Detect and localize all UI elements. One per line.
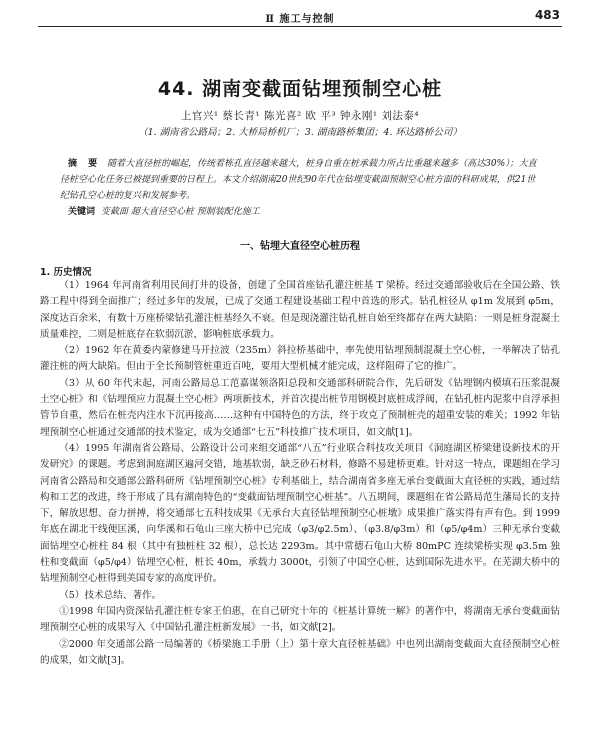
page-number: 483 <box>534 8 560 22</box>
section-heading: 一、钻埋大直径空心桩历程 <box>240 241 360 252</box>
body-text <box>40 278 560 669</box>
paragraph: （4）1995 年湖南省公路局、公路设计公司来组交通部“八五”行业联合科技攻关项目《洞庭湖区桥梁建设新技术的开发研究》的课题。考虑到洞庭湖区遍河交错，地基软弱，缺乏砂石材料，修路不易建桥更难。针对这一特点，课题组在学习河南省公路局和交通部公路科研所《钻埋预制空心桩》专利基础上，结合湖南省多座无承台变截面大直径桩的实践，通过结构和工艺的改进，终于形成了具有湖南特色的“变截面钻埋预制空心桩基”。八五期间，课题组在省公路局范生藩局长的支持下，解放思想、奋力拼搏，将交通部七五科技成果《无承台大直径钻埋预制空心桩墩》成果推广落实得有声有色。到 1999 年底在湖北干线便匡溪，向华溪和石龟山三座大桥中已完成（φ3/φ2.5m）、（φ3.8/φ3m）和（φ5/φ4m）三种无承台变截面钻埋空心桩柱 84 根（其中有独桩柱 32 根），总长达 2293m。其中常德石龟山大桥 80mPC 连续梁桥实现 φ3.5m 独柱和变截面（φ5/φ4）钻埋空心桩，桩长 40m，承载力 3000t，引领了中国空心桩，达到国际先进水平。在芜湖大桥中的钻埋预制空心桩得到美国专家的高度评价。 <box>40 442 560 585</box>
abstract-text: 随着大直径桩的崛起，传统着栋孔直径越来越大，桩身自重在桩承载力所占比重越来越多（高达30%）；大直径桩空心化任务已被提到重要的日程上。本文介绍湖南20世纪90年代在钻埋变截面预制空心桩方面的科研成果，供21世纪钻孔空心桩的复兴和发展参考。 <box>60 159 537 201</box>
paragraph: ①1998 年国内资深钻孔灌注桩专家王伯惠，在自己研究十年的《桩基计算统一解》的著作中，将湖南无承台变截面钻埋预制空心桩的成果写入《中国钻孔灌注桩新发展》一书，如文献[2]。 <box>40 605 560 634</box>
paragraph: ②2000 年交通部公路一局编著的《桥梁施工手册（上）第十章大直径桩基础》中也列出湖南变截面大直径预制空心桩的成果，如文献[3]。 <box>40 638 560 666</box>
abstract <box>60 156 540 204</box>
abstract-label: 摘 要 <box>68 159 102 169</box>
keywords-text: 变截面 超大直径空心桩 预制装配化施工 <box>101 207 260 217</box>
paragraph: （2）1962 年在黄委内蒙修建马开拉波（235m）斜拉桥基础中，率先使用钻埋预制混凝土空心桩，一举解决了钻孔灌注桩的两大缺陷。但由于全长预制管桩重近百吨，要用大型机械才能完成，这样阻碍了它的推广。 <box>40 345 560 373</box>
author-list: 上官兴¹ 蔡长青¹ 陈光喜² 欧 平³ 钟永刚¹ 刘法泰⁴ <box>180 110 420 122</box>
paragraph: （5）技术总结、著作。 <box>59 589 162 601</box>
section-label: Ⅱ 施工与控制 <box>265 14 335 25</box>
keywords <box>60 204 540 220</box>
paragraph: （1）1964 年河南省利用民间打井的设备，创建了全国首座钻孔灌注桩基 T 梁桥。经过交通部验收后在全国公路、铁路工程中得到全面推广；经过多年的发展，已成了交通工程建设基础工程中首选的形式。钻孔桩径从 φ1m 发展到 φ5m，深度达百余米，有数十万座桥梁钻孔灌注桩基经久不衰。但是现浇灌注钻孔桩自始至终都存在两大缺陷：一则是桩身混凝土质量难控，二则是桩底存在软弱沉淤，影响桩底承载力。 <box>40 280 560 340</box>
affiliations: （1. 湖南省公路局；2. 大桥局桥机厂；3. 湖南路桥集团；4. 环达路桥公司） <box>138 127 462 138</box>
article-title: 44. 湖南变截面钻埋预制空心桩 <box>157 78 443 100</box>
running-header <box>0 0 600 30</box>
paragraph: （3）从 60 年代末起，河南公路局总工范嘉谋领洛阳总段和交通部科研院合作，先后研发《钻埋钢内模填石压浆混凝土空心桩》和《钻埋预应力混凝土空心桩》两项新技术，并首次提出桩节用钢模封底桩成浮阀，在钻孔桩内泥浆中自浮承担管节自重，然后在桩壳内注水下沉再接高……这种有中国特色的方法，终于攻克了预制桩壳的超重安装的难关；1992 年钻埋预制空心桩通过交通部的技术鉴定，成为交通部“七五”科技推广技术项目，如文献[1]。 <box>40 377 560 438</box>
subsection-heading: 1. 历史情况 <box>40 267 92 278</box>
keywords-label: 关键词 <box>68 207 96 217</box>
header-rule <box>38 26 562 27</box>
